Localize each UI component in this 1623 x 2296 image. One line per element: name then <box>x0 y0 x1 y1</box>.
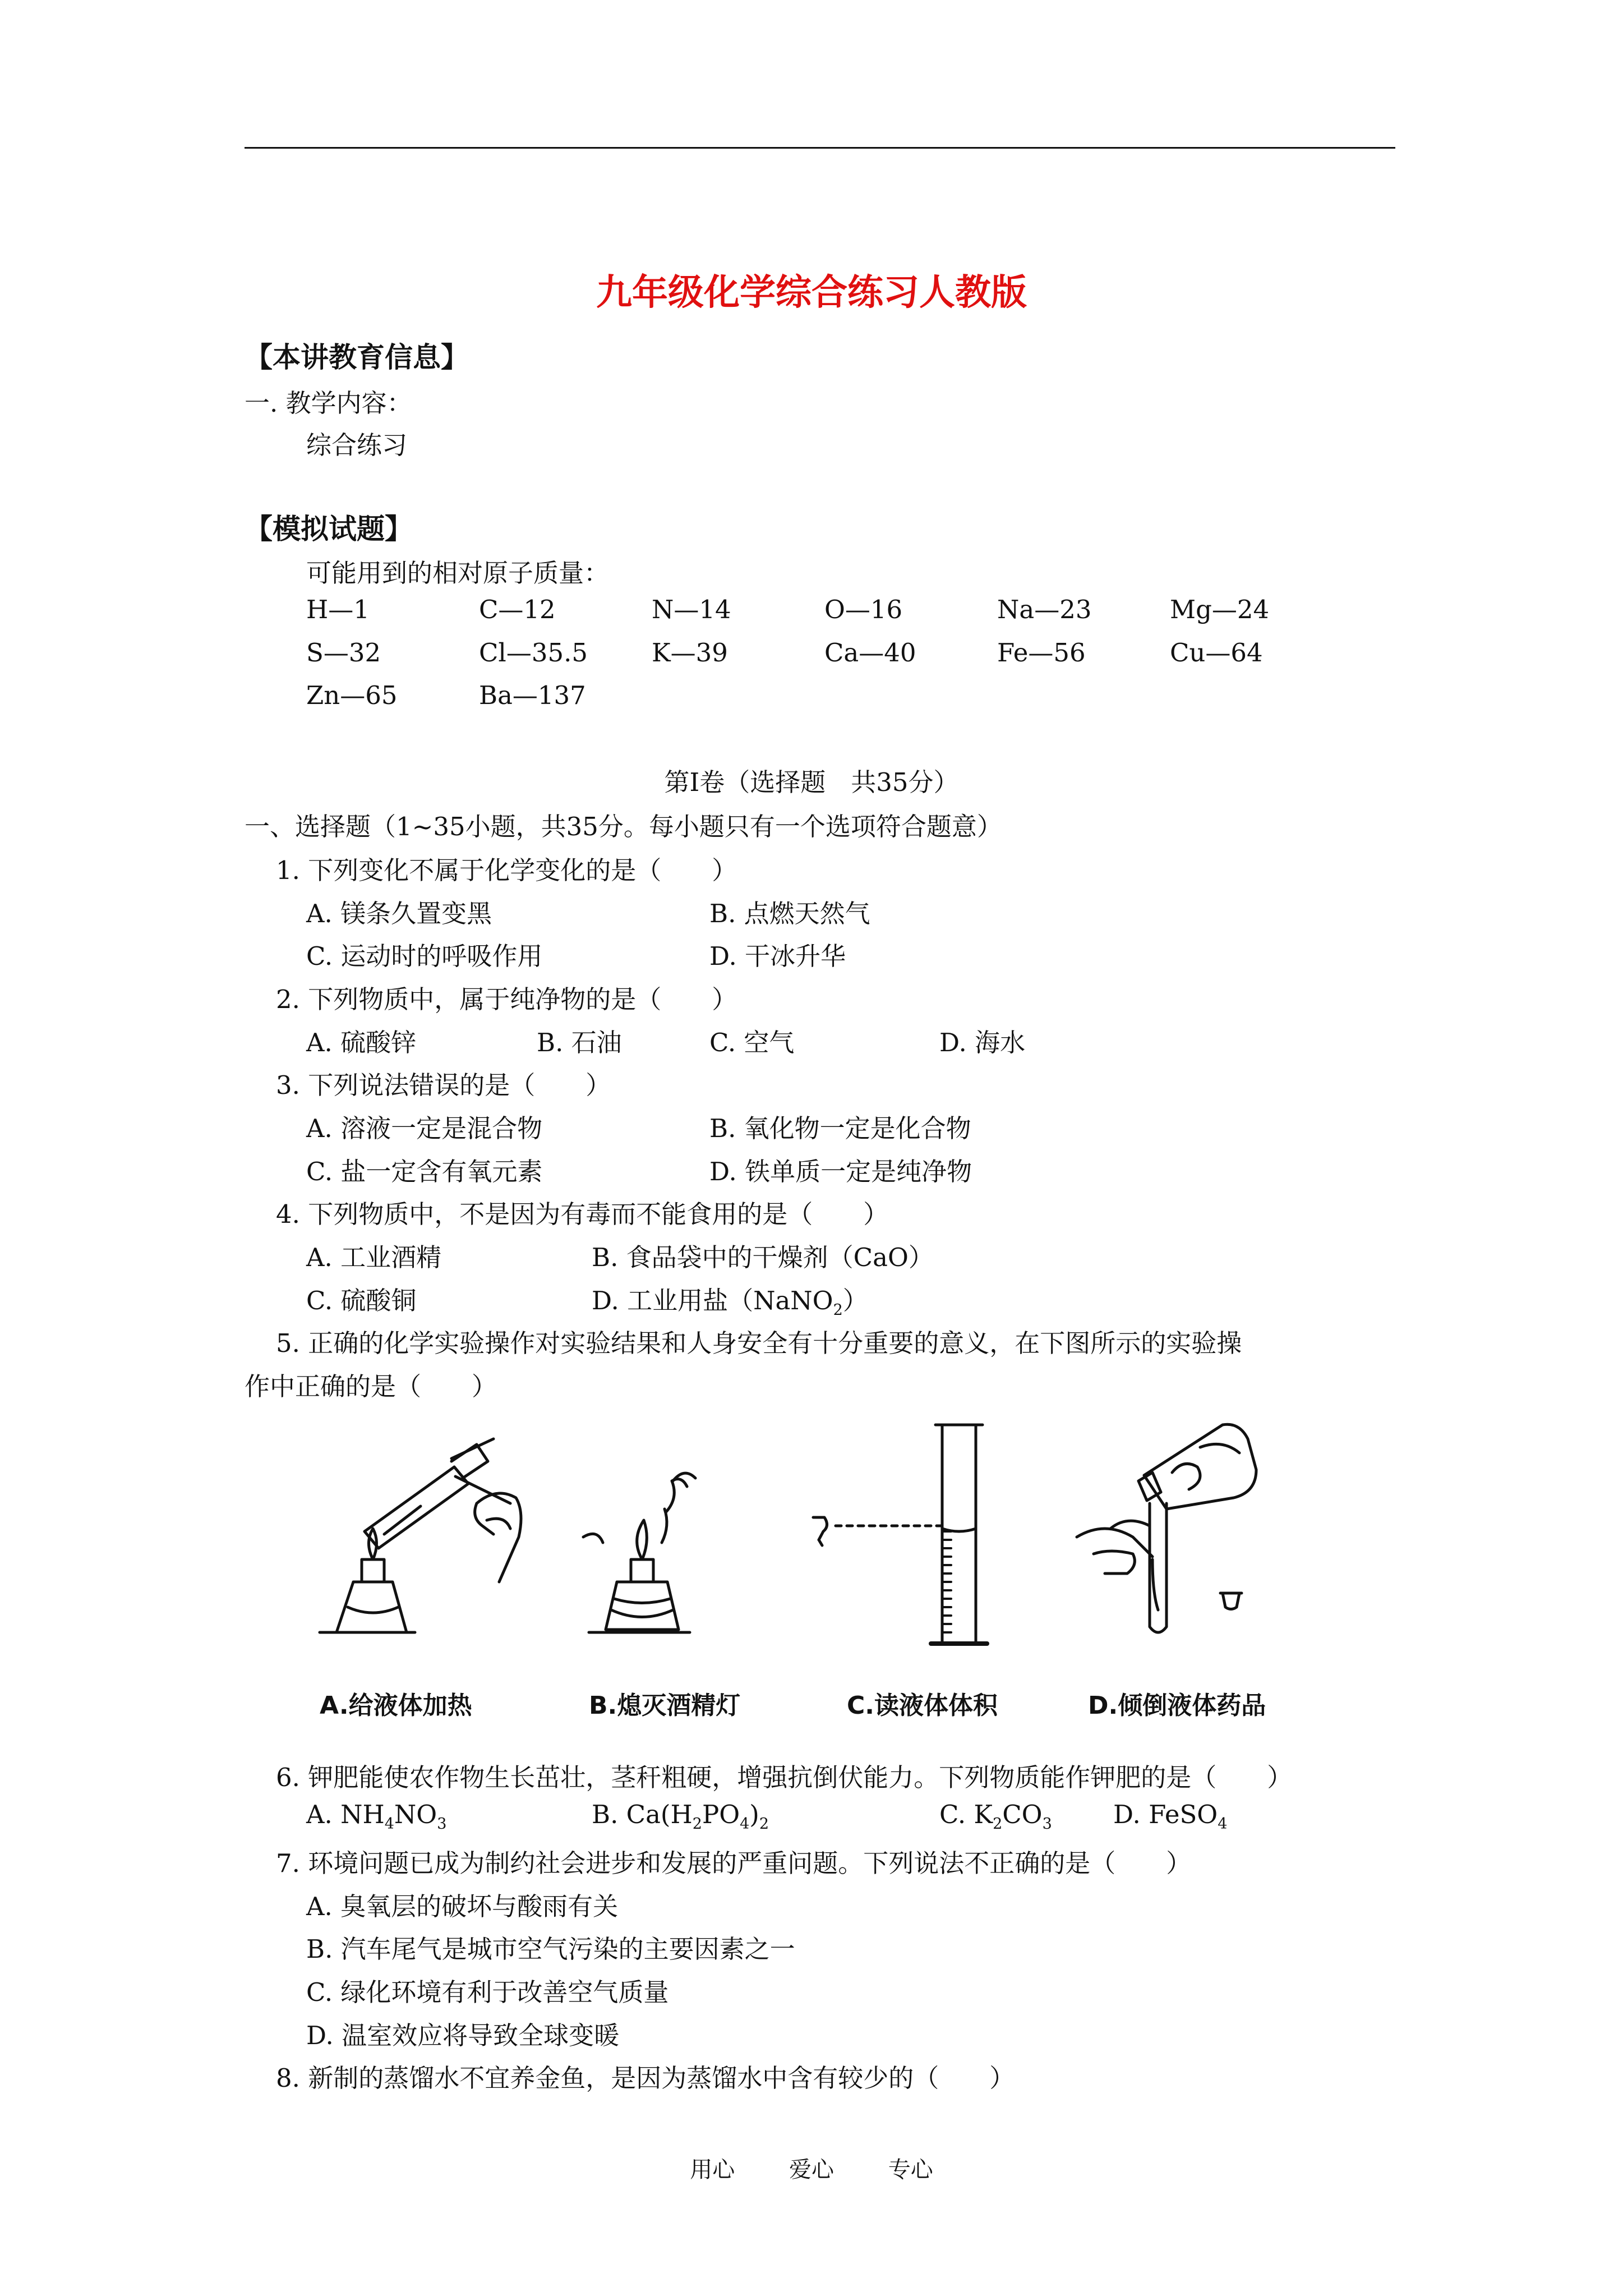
extinguish-lamp-illustration <box>583 1473 695 1632</box>
question-6-stem: 6. 钾肥能使农作物生长茁壮，茎秆粗硬，增强抗倒伏能力。下列物质能作钾肥的是（ ） <box>276 1763 1293 1792</box>
read-volume-illustration <box>813 1425 987 1644</box>
atomic-mass-intro: 可能用到的相对原子质量： <box>306 558 610 588</box>
question-1-option-a: A. 镁条久置变黑 <box>306 899 492 928</box>
question-6-option-b: B. $Ca(H_2PO_4)_2$ <box>592 1800 769 1833</box>
question-7-option-a: A. 臭氧层的破坏与酸雨有关 <box>306 1892 619 1921</box>
heating-liquid-illustration <box>320 1439 521 1632</box>
atomic-mass-row <box>306 680 652 710</box>
teaching-content-label: 一. 教学内容： <box>245 388 412 418</box>
question-8-stem: 8. 新制的蒸馏水不宜养金鱼，是因为蒸馏水中含有较少的（ ） <box>276 2063 1015 2093</box>
question-1-stem: 1. 下列变化不属于化学变化的是（ ） <box>276 855 737 885</box>
atomic-mass: Mg—24 <box>1170 595 1270 624</box>
question-4-option-c: C. 硫酸铜 <box>306 1286 417 1315</box>
pour-liquid-illustration <box>1077 1424 1256 1632</box>
question-7-stem: 7. 环境问题已成为制约社会进步和发展的严重问题。下列说法不正确的是（ ） <box>276 1848 1192 1878</box>
atomic-mass: Cu—64 <box>1170 638 1263 668</box>
atomic-mass-row <box>306 595 1343 624</box>
atomic-mass: Na—23 <box>997 595 1092 624</box>
question-6-option-d: D. FeSO$_4$ <box>1113 1800 1228 1833</box>
question-5-stem-line1: 5. 正确的化学实验操作对实验结果和人身安全有十分重要的意义，在下图所示的实验操 <box>276 1328 1242 1358</box>
question-7-option-b: B. 汽车尾气是城市空气污染的主要因素之一 <box>306 1934 795 1964</box>
question-6-option-c: C. $K_2CO_3$ <box>939 1800 1052 1833</box>
question-1-option-d: D. 干冰升华 <box>709 941 846 971</box>
figure-caption-b: B.熄灭酒精灯 <box>589 1691 741 1720</box>
question-7-option-d: D. 温室效应将导致全球变暖 <box>306 2021 620 2050</box>
question-3-stem: 3. 下列说法错误的是（ ） <box>276 1070 611 1100</box>
question-5-stem-line2: 作中正确的是（ ） <box>245 1372 497 1401</box>
footer-word: 爱心 <box>789 2157 834 2183</box>
atomic-mass: Fe—56 <box>997 638 1086 668</box>
mock-exam-header: 【模拟试题】 <box>245 513 413 545</box>
question-1-option-c: C. 运动时的呼吸作用 <box>306 941 543 971</box>
part-one-title: 第Ⅰ卷（选择题 共35分） <box>664 767 959 797</box>
atomic-mass: Ba—137 <box>479 680 586 710</box>
question-2-option-b: B. 石油 <box>537 1028 622 1057</box>
page-footer <box>0 2152 1623 2184</box>
question-4-stem: 4. 下列物质中，不是因为有毒而不能食用的是（ ） <box>276 1199 889 1229</box>
atomic-mass: C—12 <box>479 595 556 624</box>
question-6-option-a: A. $NH_4NO_3$ <box>306 1800 447 1833</box>
teaching-content: 综合练习 <box>306 430 408 460</box>
question-4-option-d: D. 工业用盐（NaNO$_2$） <box>592 1286 868 1319</box>
question-4-option-b: B. 食品袋中的干燥剂（CaO） <box>592 1243 934 1272</box>
figure-caption-c: C.读液体体积 <box>847 1691 998 1720</box>
lab-operations-figure <box>308 1414 1329 1728</box>
question-3-option-d: D. 铁单质一定是纯净物 <box>709 1157 972 1186</box>
atomic-mass-row <box>306 638 1343 668</box>
atomic-mass: Zn—65 <box>306 680 398 710</box>
question-1-option-b: B. 点燃天然气 <box>709 899 870 928</box>
question-2-option-d: D. 海水 <box>939 1028 1026 1057</box>
footer-word: 专心 <box>888 2157 933 2183</box>
question-2-option-c: C. 空气 <box>709 1028 795 1057</box>
page-title: 九年级化学综合练习人教版 <box>596 272 1027 314</box>
atomic-mass: N—14 <box>652 595 731 624</box>
atomic-mass: Ca—40 <box>824 638 916 668</box>
figure-caption-d: D.倾倒液体药品 <box>1088 1691 1266 1720</box>
info-header: 【本讲教育信息】 <box>245 341 469 374</box>
atomic-mass: H—1 <box>306 595 370 624</box>
question-4-option-a: A. 工业酒精 <box>306 1243 442 1272</box>
figure-caption-a: A.给液体加热 <box>320 1691 472 1720</box>
atomic-mass: O—16 <box>824 595 903 624</box>
atomic-mass: K—39 <box>652 638 728 668</box>
question-3-option-a: A. 溶液一定是混合物 <box>306 1114 543 1143</box>
header-rule <box>245 147 1395 149</box>
atomic-mass: Cl—35.5 <box>479 638 588 668</box>
question-3-option-c: C. 盐一定含有氧元素 <box>306 1157 543 1186</box>
question-2-option-a: A. 硫酸锌 <box>306 1028 417 1057</box>
question-7-option-c: C. 绿化环境有利于改善空气质量 <box>306 1977 669 2007</box>
question-2-stem: 2. 下列物质中，属于纯净物的是（ ） <box>276 984 737 1014</box>
atomic-mass: S—32 <box>306 638 381 668</box>
question-3-option-b: B. 氧化物一定是化合物 <box>709 1114 971 1143</box>
footer-word: 用心 <box>690 2157 735 2183</box>
section-one-title: 一、选择题（1~35小题，共35分。每小题只有一个选项符合题意） <box>245 812 1002 841</box>
